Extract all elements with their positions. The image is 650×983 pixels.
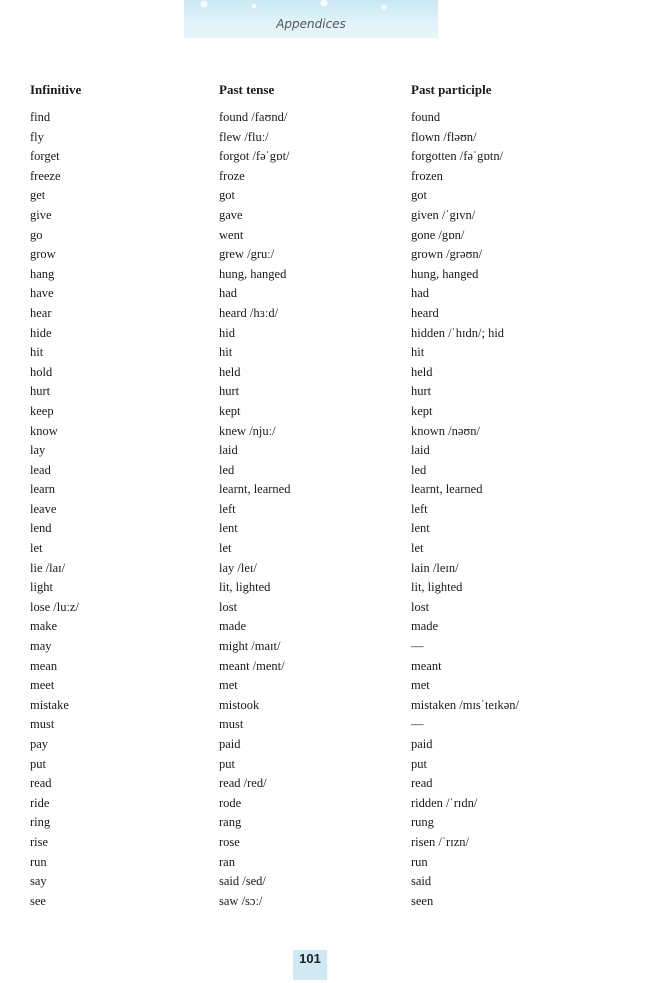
infinitive-cell: read [30, 776, 52, 791]
table-row [30, 715, 630, 735]
infinitive-cell: hide [30, 325, 52, 340]
past-participle-cell: hung, hanged [411, 266, 479, 281]
infinitive-cell: have [30, 286, 54, 301]
table-row [30, 794, 630, 814]
past-participle-cell: put [411, 756, 427, 771]
table-row [30, 167, 630, 187]
infinitive-cell: freeze [30, 168, 61, 183]
past-tense-cell: hurt [219, 384, 240, 399]
past-participle-cell: — [411, 639, 424, 654]
past-participle-cell: lain /leɪn/ [411, 560, 459, 575]
past-tense-cell: had [219, 286, 238, 301]
past-tense-cell: met [219, 678, 238, 693]
past-participle-cell: lit, lighted [411, 580, 463, 595]
infinitive-cell: say [30, 874, 47, 889]
past-tense-cell: hung, hanged [219, 266, 287, 281]
table-row [30, 480, 630, 500]
past-participle-cell: left [411, 501, 428, 516]
table-row [30, 755, 630, 775]
page-number: 101 [293, 950, 327, 980]
infinitive-cell: know [30, 423, 58, 438]
infinitive-cell: make [30, 619, 58, 634]
infinitive-cell: lie /laɪ/ [30, 560, 66, 575]
infinitive-cell: keep [30, 403, 54, 418]
past-participle-cell: rung [411, 815, 434, 830]
infinitive-cell: mean [30, 658, 58, 673]
infinitive-cell: lead [30, 462, 51, 477]
table-row [30, 892, 630, 912]
infinitive-cell: light [30, 580, 53, 595]
past-tense-cell: paid [219, 737, 241, 751]
past-participle-cell: lost [411, 599, 430, 614]
table-row [30, 578, 630, 598]
infinitive-cell: find [30, 110, 51, 124]
table-header-row [30, 80, 630, 106]
table-row [30, 617, 630, 637]
past-participle-cell: said [411, 874, 432, 889]
past-tense-cell: put [219, 756, 235, 771]
header-infinitive: Infinitive [30, 82, 82, 97]
past-tense-cell: forgot /fəˈgɒt/ [219, 149, 290, 164]
past-participle-cell: given /ˈgɪvn/ [411, 207, 476, 222]
infinitive-cell: give [30, 207, 52, 222]
header-past-participle: Past participle [411, 82, 492, 97]
table-row [30, 363, 630, 383]
past-participle-cell: lent [411, 521, 430, 536]
infinitive-cell: hear [30, 305, 52, 320]
table-row [30, 676, 630, 696]
infinitive-cell: hurt [30, 384, 51, 399]
infinitive-cell: mistake [30, 697, 69, 712]
past-participle-cell: held [411, 364, 433, 379]
past-tense-cell: laid [219, 443, 238, 458]
table-row [30, 343, 630, 363]
table-row [30, 637, 630, 657]
past-participle-cell: known /nəʊn/ [411, 423, 481, 438]
past-participle-cell: let [411, 541, 424, 556]
past-tense-cell: made [219, 619, 247, 634]
past-participle-cell: had [411, 286, 430, 301]
past-tense-cell: lent [219, 521, 238, 536]
infinitive-cell: lay [30, 443, 46, 458]
past-participle-cell: grown /grəʊn/ [411, 247, 483, 262]
section-header-tab [184, 0, 438, 38]
table-row [30, 813, 630, 833]
past-tense-cell: rang [219, 815, 242, 830]
table-row [30, 735, 630, 755]
infinitive-cell: see [30, 893, 46, 908]
infinitive-cell: lose /luːz/ [30, 599, 79, 614]
header-past-tense: Past tense [219, 82, 275, 97]
infinitive-cell: learn [30, 482, 55, 497]
table-row [30, 441, 630, 461]
table-row [30, 186, 630, 206]
past-participle-cell: read [411, 776, 433, 791]
infinitive-cell: rise [30, 834, 49, 849]
past-tense-cell: lay /leɪ/ [219, 560, 257, 575]
table-row [30, 657, 630, 677]
past-participle-cell: meant [411, 658, 442, 673]
past-tense-cell: hid [219, 325, 235, 340]
past-participle-cell: met [411, 678, 430, 693]
infinitive-cell: ring [30, 815, 51, 830]
past-participle-cell: flown /fləʊn/ [411, 129, 477, 144]
past-participle-cell: made [411, 619, 439, 634]
past-tense-cell: rode [219, 795, 242, 810]
table-row [30, 872, 630, 892]
table-row [30, 108, 630, 128]
past-participle-cell: kept [411, 403, 433, 418]
infinitive-cell: meet [30, 678, 55, 693]
past-tense-cell: mistook [219, 697, 260, 712]
past-tense-cell: let [219, 541, 232, 556]
past-participle-cell: heard [411, 305, 439, 320]
table-row [30, 774, 630, 794]
table-row [30, 539, 630, 559]
past-participle-cell: learnt, learned [411, 482, 483, 497]
table-row [30, 559, 630, 579]
past-participle-cell: frozen [411, 168, 443, 183]
infinitive-cell: ride [30, 795, 50, 810]
past-tense-cell: ran [219, 854, 235, 869]
past-participle-cell: found [411, 110, 441, 124]
past-participle-cell: hurt [411, 384, 432, 399]
past-participle-cell: mistaken /mɪsˈteɪkən/ [411, 697, 519, 712]
infinitive-cell: pay [30, 737, 49, 751]
infinitive-cell: lend [30, 521, 52, 536]
past-tense-cell: lit, lighted [219, 580, 271, 595]
past-tense-cell: heard /hɜːd/ [219, 305, 279, 320]
infinitive-cell: hang [30, 266, 55, 281]
table-row [30, 519, 630, 539]
past-tense-cell: held [219, 364, 241, 379]
past-tense-cell: knew /njuː/ [219, 423, 276, 438]
table-row [30, 265, 630, 285]
past-tense-cell: grew /gruː/ [219, 247, 275, 262]
table-row [30, 833, 630, 853]
past-tense-cell: gave [219, 207, 243, 222]
table-row [30, 147, 630, 167]
table-row [30, 304, 630, 324]
past-participle-cell: hidden /ˈhɪdn/; hid [411, 325, 505, 340]
past-tense-cell: read /red/ [219, 776, 267, 791]
past-participle-cell: gone /gɒn/ [411, 227, 465, 242]
past-tense-cell: learnt, learned [219, 482, 291, 497]
table-row [30, 128, 630, 148]
table-row [30, 598, 630, 618]
past-tense-cell: found /faʊnd/ [219, 110, 288, 124]
past-tense-cell: kept [219, 403, 241, 418]
past-tense-cell: froze [219, 168, 245, 183]
table-row [30, 853, 630, 873]
infinitive-cell: leave [30, 501, 57, 516]
past-participle-cell: got [411, 188, 427, 203]
table-row [30, 696, 630, 716]
infinitive-cell: must [30, 717, 55, 732]
table-row [30, 284, 630, 304]
infinitive-cell: run [30, 854, 47, 869]
past-participle-cell: paid [411, 737, 433, 751]
past-tense-cell: rose [219, 834, 240, 849]
table-row [30, 461, 630, 481]
table-row [30, 422, 630, 442]
infinitive-cell: go [30, 227, 43, 242]
table-row [30, 402, 630, 422]
past-participle-cell: risen /ˈrɪzn/ [411, 834, 469, 849]
infinitive-cell: get [30, 188, 46, 203]
irregular-verbs-table [30, 80, 630, 911]
past-tense-cell: lost [219, 599, 238, 614]
infinitive-cell: fly [30, 129, 44, 144]
table-row [30, 324, 630, 344]
table-row [30, 500, 630, 520]
past-tense-cell: meant /ment/ [219, 658, 285, 673]
past-participle-cell: ridden /ˈrɪdn/ [411, 795, 478, 810]
past-tense-cell: led [219, 462, 235, 477]
past-tense-cell: said /sed/ [219, 874, 266, 889]
past-tense-cell: went [219, 227, 244, 242]
infinitive-cell: put [30, 756, 46, 771]
infinitive-cell: hit [30, 345, 44, 360]
past-participle-cell: run [411, 854, 428, 869]
past-participle-cell: — [411, 717, 424, 732]
past-tense-cell: got [219, 188, 235, 203]
table-row [30, 382, 630, 402]
past-tense-cell: flew /fluː/ [219, 129, 269, 144]
past-tense-cell: saw /sɔː/ [219, 893, 263, 908]
table-row [30, 226, 630, 246]
infinitive-cell: forget [30, 149, 60, 164]
infinitive-cell: grow [30, 247, 56, 262]
past-participle-cell: seen [411, 893, 434, 908]
past-participle-cell: forgotten /fəˈgɒtn/ [411, 149, 504, 164]
past-tense-cell: might /maɪt/ [219, 639, 281, 654]
past-tense-cell: hit [219, 345, 233, 360]
past-tense-cell: left [219, 501, 236, 516]
infinitive-cell: let [30, 541, 43, 556]
past-tense-cell: must [219, 717, 244, 732]
table-row [30, 245, 630, 265]
infinitive-cell: may [30, 639, 52, 654]
infinitive-cell: hold [30, 364, 53, 379]
past-participle-cell: laid [411, 443, 430, 458]
section-title: Appendices [276, 17, 346, 31]
table-row [30, 206, 630, 226]
past-participle-cell: hit [411, 345, 425, 360]
past-participle-cell: led [411, 462, 427, 477]
